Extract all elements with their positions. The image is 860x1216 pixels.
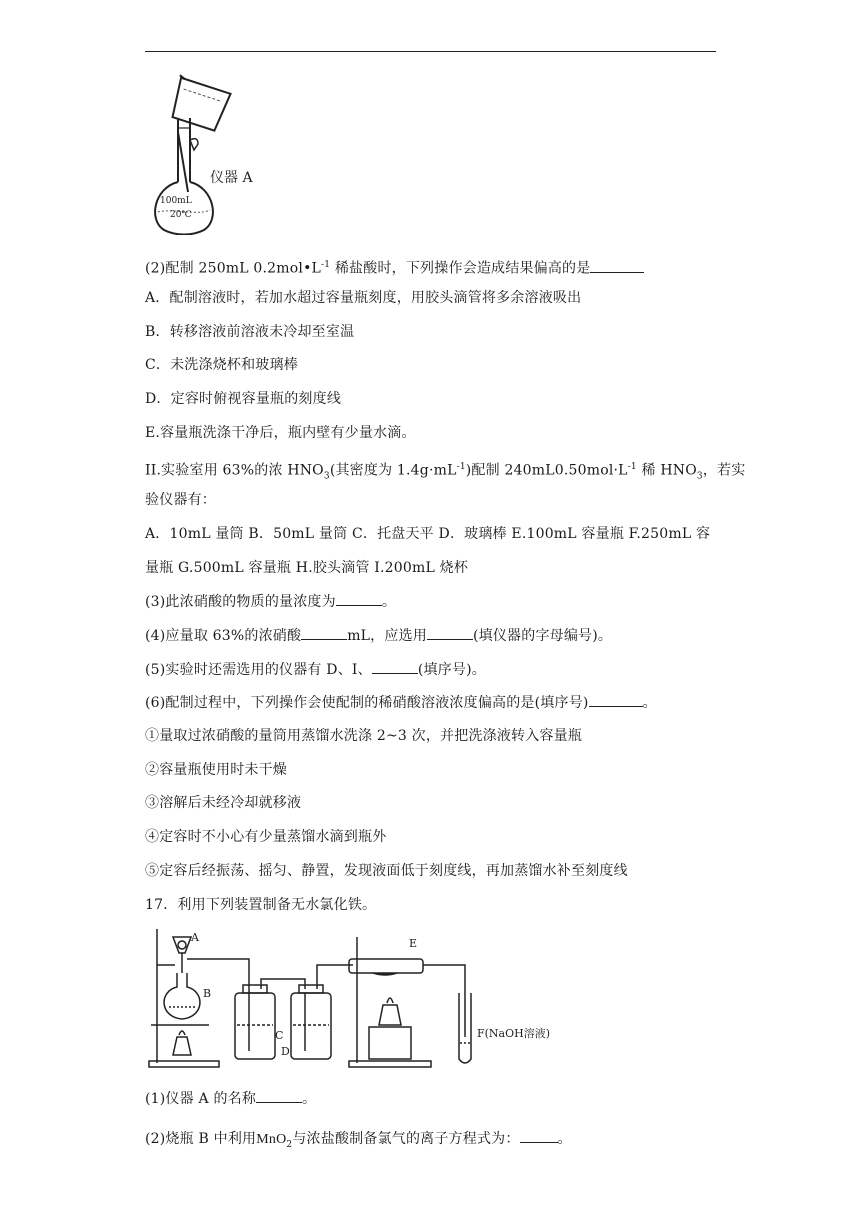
answer-blank bbox=[256, 1088, 302, 1103]
question-2: (2)配制 250mL $0.2mol•L^{-1}$ 稀盐酸时，下列操作会造成结果偏高的是 bbox=[145, 255, 644, 279]
label-e: E bbox=[409, 937, 418, 950]
label-d: D bbox=[281, 1045, 290, 1058]
answer-blank bbox=[589, 692, 643, 707]
label-b: B bbox=[203, 987, 212, 1000]
instrument-list-2: 量瓶 G.500mL 容量瓶 H.胶头滴管 I.200mL 烧杯 bbox=[145, 560, 469, 576]
question-6: (6)配制过程中，下列操作会使配制的稀硝酸溶液浓度偏高的是(填序号) 。 bbox=[145, 692, 657, 713]
question-5: (5)实验时还需选用的仪器有 D、I、 (填序号)。 bbox=[145, 659, 486, 680]
flask-volume-label: 100mL bbox=[160, 196, 192, 206]
apparatus-figure bbox=[145, 925, 565, 1075]
choice-2: ②容量瓶使用时未干燥 bbox=[145, 762, 287, 778]
answer-blank bbox=[301, 625, 347, 640]
flask-temp-label: 20℃ bbox=[170, 210, 192, 220]
answer-blank bbox=[372, 659, 418, 674]
option-d: D．定容时俯视容量瓶的刻度线 bbox=[145, 391, 342, 407]
answer-blank bbox=[336, 591, 382, 606]
option-c: C．未洗涤烧杯和玻璃棒 bbox=[145, 357, 298, 373]
choice-3: ③溶解后未经冷却就移液 bbox=[145, 795, 302, 811]
question-17-2: (2)烧瓶 B 中利用MnO$_2$与浓盐酸制备氯气的离子方程式为： 。 bbox=[145, 1128, 572, 1155]
choice-1: ①量取过浓硝酸的量筒用蒸馏水洗涤 2~3 次，并把洗涤液转入容量瓶 bbox=[145, 728, 583, 744]
question-3: (3)此浓硝酸的物质的量浓度为 。 bbox=[145, 591, 396, 612]
answer-blank bbox=[520, 1128, 558, 1143]
part-ii-intro: II.实验室用 63%的浓 $HNO_3$(其密度为 $1.4g\cdot mL^{-1}$)配制 $240mL0.50mol\cdot L^{-1}$ 稀 $HNO_3$，若实 bbox=[145, 462, 746, 482]
choice-4: ④定容时不小心有少量蒸馏水滴到瓶外 bbox=[145, 829, 387, 845]
part-ii-intro-cont: 验仪器有： bbox=[145, 492, 216, 508]
option-a: A．配制溶液时，若加水超过容量瓶刻度，用胶头滴管将多余溶液吸出 bbox=[145, 290, 582, 306]
question-4: (4)应量取 63%的浓硝酸 mL，应选用 (填仪器的字母编号)。 bbox=[145, 625, 612, 646]
option-e: E.容量瓶洗涤干净后，瓶内壁有少量水滴。 bbox=[145, 425, 416, 441]
instrument-list-1: A．10mL 量筒 B．50mL 量筒 C．托盘天平 D．玻璃棒 E.100mL 容量瓶 F.250mL 容 bbox=[145, 526, 711, 542]
choice-5: ⑤定容后经振荡、摇匀、静置，发现液面低于刻度线，再加蒸馏水补至刻度线 bbox=[145, 863, 628, 879]
answer-blank bbox=[590, 258, 644, 273]
header-rule bbox=[145, 51, 716, 52]
question-17: 17．利用下列装置制备无水氯化铁。 bbox=[145, 897, 377, 913]
instrument-a-label: 仪器 A bbox=[210, 170, 253, 186]
volumetric-flask-figure bbox=[148, 70, 278, 235]
question-17-1: (1)仪器 A 的名称 。 bbox=[145, 1088, 316, 1109]
answer-blank bbox=[427, 625, 473, 640]
label-f: F(NaOH溶液) bbox=[477, 1027, 551, 1040]
label-c: C bbox=[275, 1029, 284, 1042]
label-a: A bbox=[191, 931, 199, 944]
option-b: B．转移溶液前溶液未冷却至室温 bbox=[145, 324, 355, 340]
